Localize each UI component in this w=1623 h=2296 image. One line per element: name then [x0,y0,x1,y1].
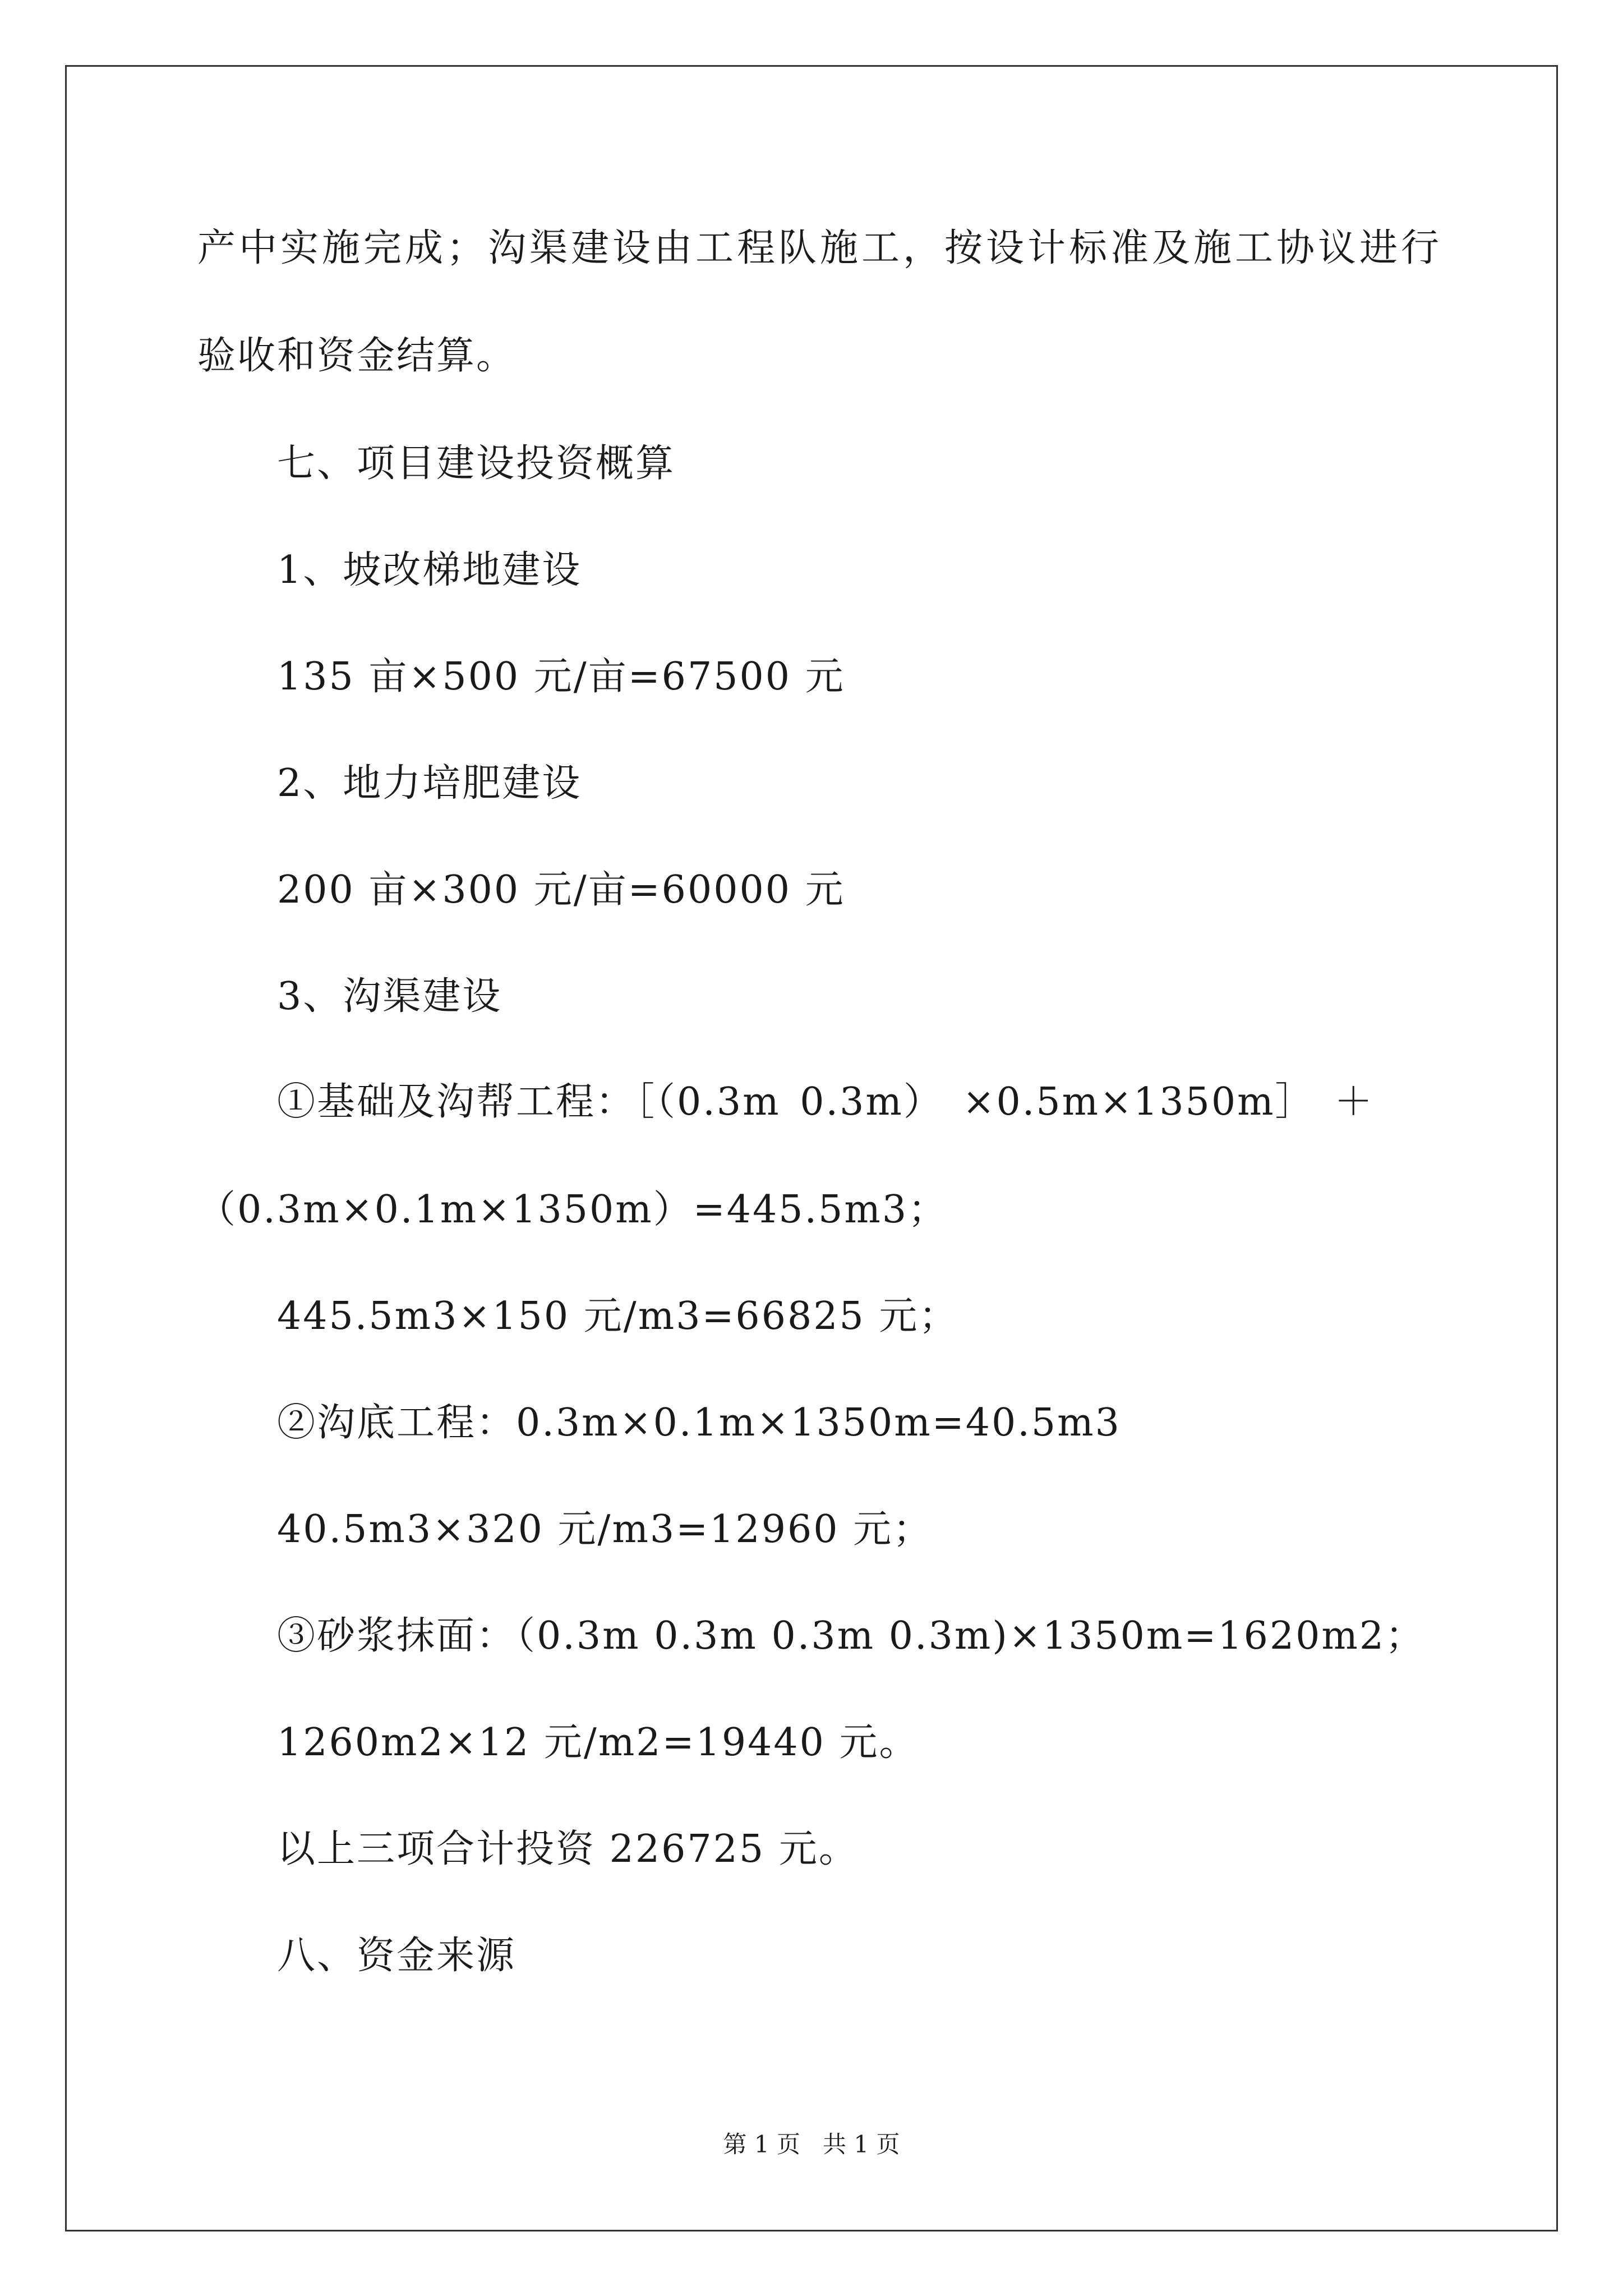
subsection-heading: 2、地力培肥建设 [277,761,582,806]
total-line: 以上三项合计投资 226725 元。 [277,1827,859,1871]
calculation-line: 135 亩×500 元/亩=67500 元 [277,655,845,699]
calculation-line: 40.5m3×320 元/m3=12960 元； [277,1507,933,1552]
page-border [65,65,1558,2231]
calculation-line: 445.5m3×150 元/m3=66825 元； [277,1294,959,1338]
page-footer: 第 1 页 共 1 页 [723,2131,900,2158]
calculation-line: 200 亩×300 元/亩=60000 元 [277,868,845,912]
calculation-line: ③砂浆抹面：（0.3m 0.3m 0.3m 0.3m)×1350m=1620m2； [277,1614,1426,1658]
section-heading: 八、资金来源 [277,1934,517,1978]
section-heading: 七、项目建设投资概算 [277,441,676,486]
subsection-heading: 3、沟渠建设 [277,974,502,1019]
calculation-line: ②沟底工程：0.3m×0.1m×1350m=40.5m3 [277,1401,1121,1445]
paragraph-line: 验收和资金结算。 [197,334,517,378]
subsection-heading: 1、坡改梯地建设 [277,548,582,592]
calculation-line: （0.3m×0.1m×1350m）=445.5m3； [197,1188,948,1232]
paragraph-line: 产中实施完成；沟渠建设由工程队施工，按设计标准及施工协议进行 [197,226,1443,270]
calculation-line: 1260m2×12 元/m2=19440 元。 [277,1720,919,1765]
calculation-line: ①基础及沟帮工程：［（0.3m 0.3m） ×0.5m×1350m］ ＋ [277,1080,1375,1124]
